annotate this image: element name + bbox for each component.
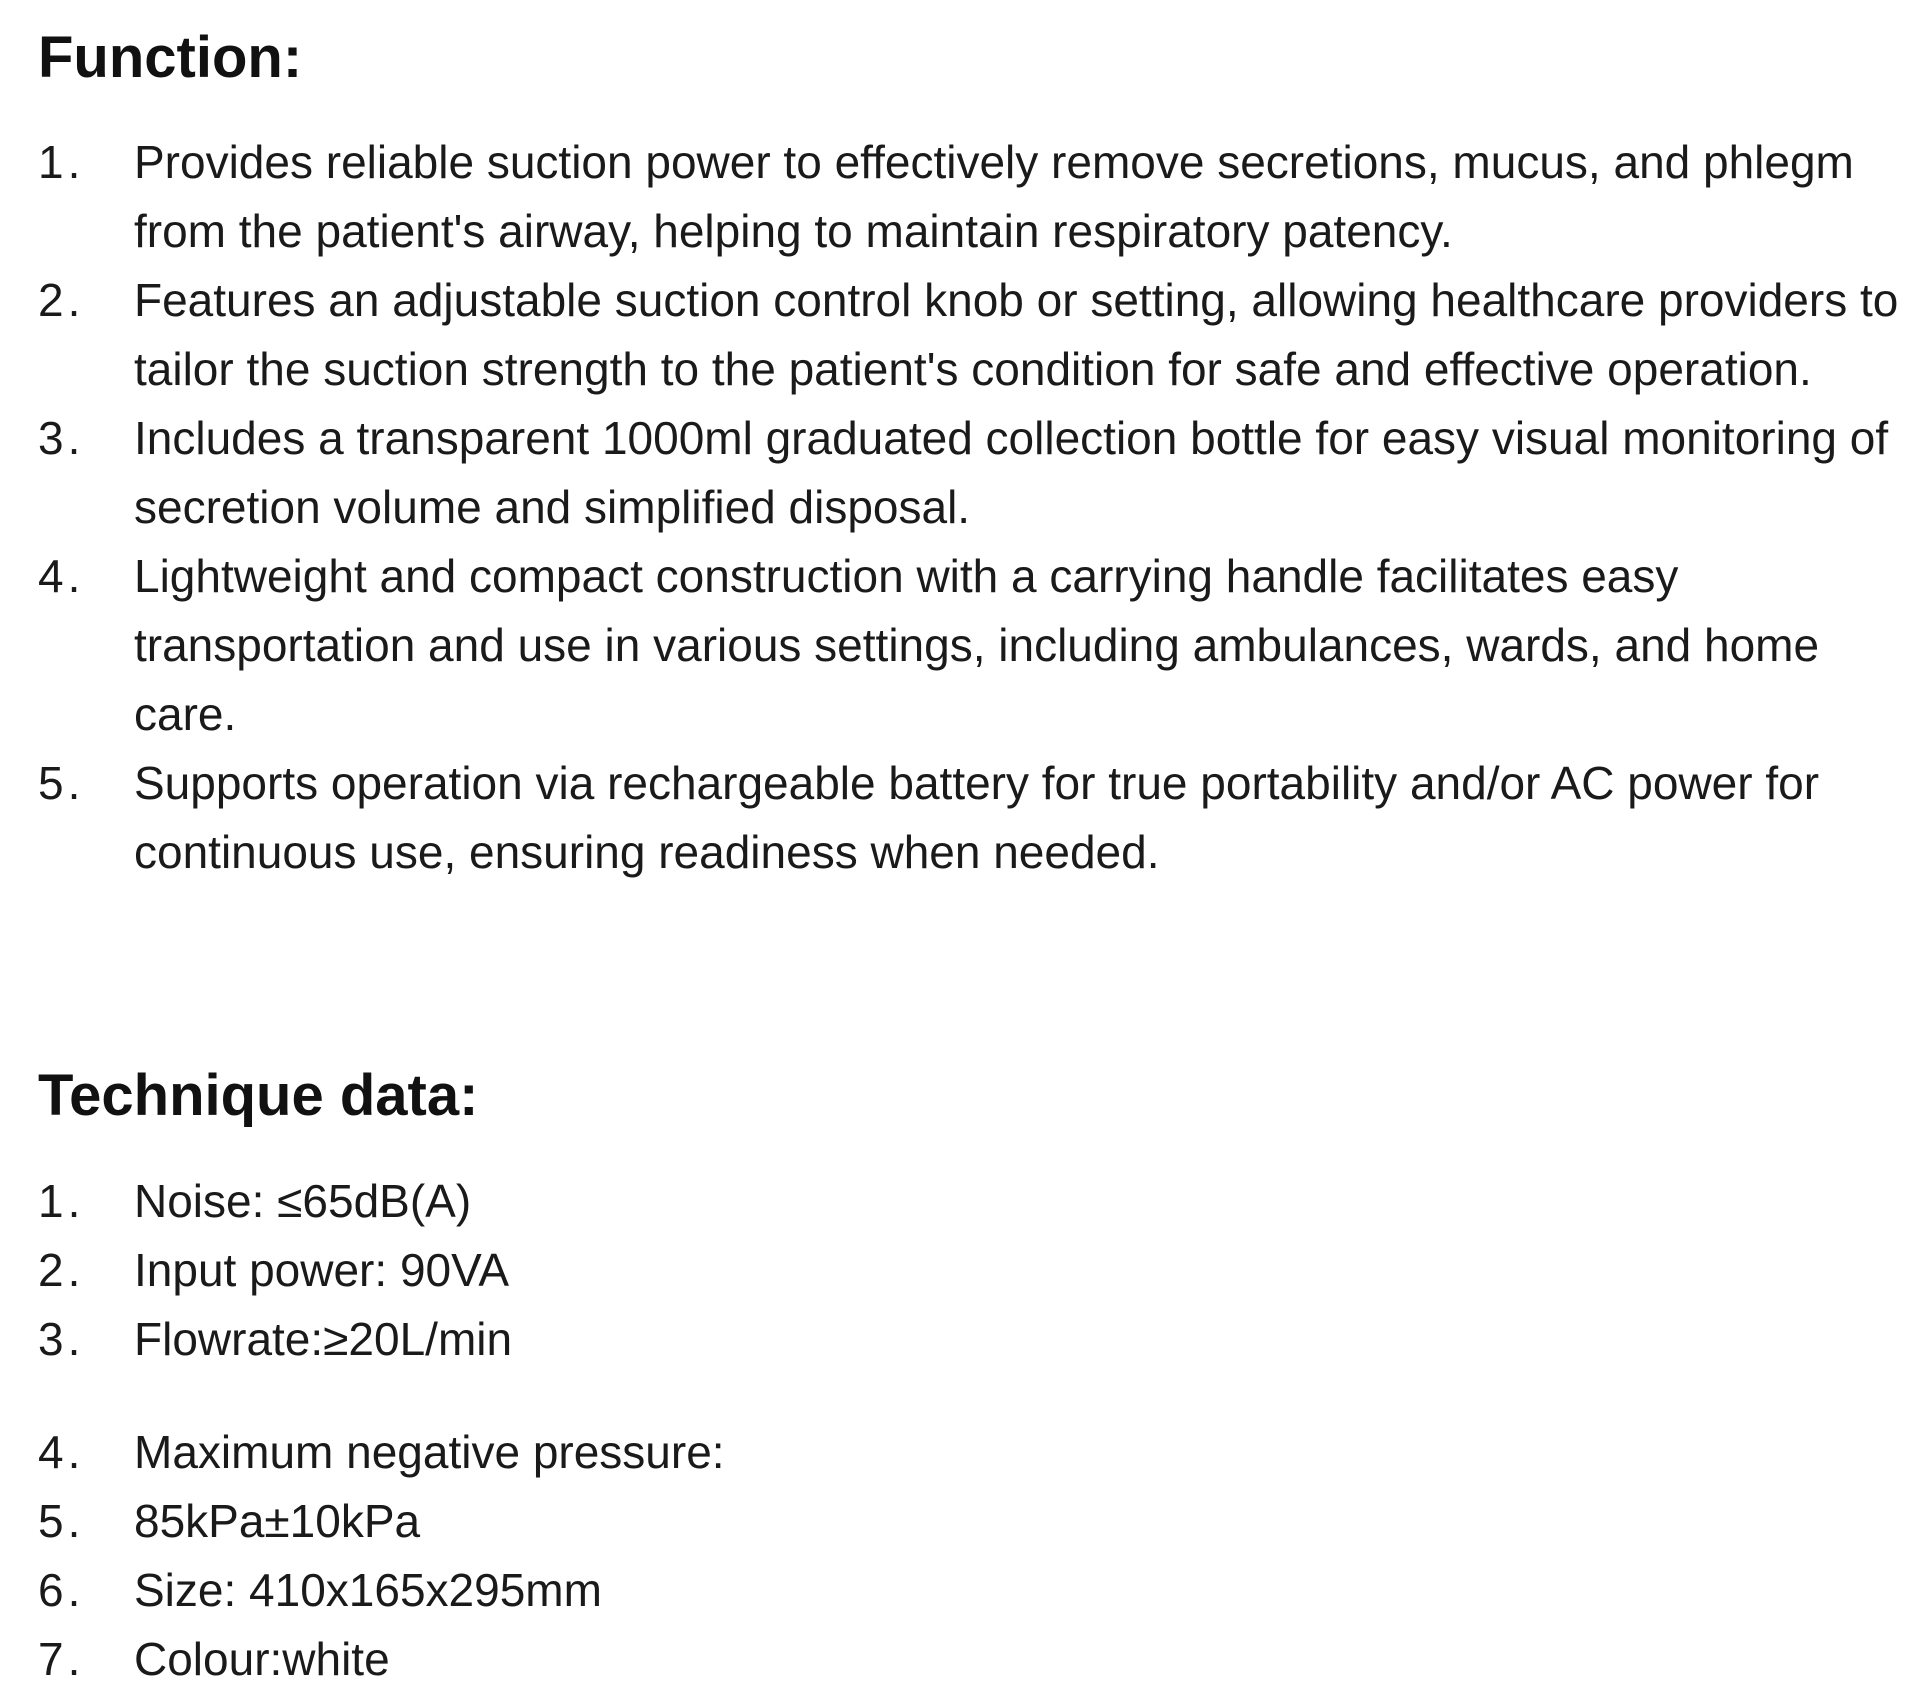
list-number: 1. (38, 1175, 85, 1227)
technique-list (0, 1167, 1900, 1374)
list-number: 2. (38, 274, 85, 326)
technique-item-text: Flowrate:≥20L/min (134, 1313, 513, 1365)
function-item-text: Lightweight and compact construction with a carrying handle facilitates easy transportation and use in various settings, including ambulances, wards, and home care. (134, 550, 1820, 740)
technique-item-6 (0, 1556, 1900, 1625)
function-item-text: Provides reliable suction power to effectively remove secretions, mucus, and phlegm from the patient's airway, helping to maintain respiratory patency. (134, 136, 1854, 257)
list-number: 3. (38, 412, 85, 464)
function-item-3 (0, 404, 1900, 542)
technique-item-5 (0, 1487, 1900, 1556)
technique-item-4 (0, 1418, 1900, 1487)
function-item-text: Supports operation via rechargeable battery for true portability and/or AC power for continuous use, ensuring readiness when needed. (134, 757, 1820, 878)
list-number: 7. (38, 1633, 85, 1685)
technique-list-continued (0, 1418, 1900, 1694)
technique-item-text: Size: 410x165x295mm (134, 1564, 602, 1616)
technique-item-2 (0, 1236, 1900, 1305)
technique-item-text: Colour:white (134, 1633, 390, 1685)
list-number: 1. (38, 136, 85, 188)
list-number: 5. (38, 1495, 85, 1547)
list-number: 3. (38, 1313, 85, 1365)
technique-heading: Technique data: (38, 1063, 479, 1128)
function-item-text: Includes a transparent 1000ml graduated collection bottle for easy visual monitoring of secretion volume and simplified disposal. (134, 412, 1889, 533)
technique-item-text: Input power: 90VA (134, 1244, 510, 1296)
technique-item-7 (0, 1625, 1900, 1694)
function-item-text: Features an adjustable suction control knob or setting, allowing healthcare providers to tailor the suction strength to the patient's condition for safe and effective operation. (134, 274, 1899, 395)
list-number: 2. (38, 1244, 85, 1296)
function-heading: Function: (38, 25, 303, 90)
function-list (0, 128, 1900, 887)
list-number: 5. (38, 757, 85, 809)
technique-item-text: 85kPa±10kPa (134, 1495, 421, 1547)
list-number: 4. (38, 1426, 85, 1478)
function-item-4 (0, 542, 1900, 749)
function-item-2 (0, 266, 1900, 404)
list-number: 4. (38, 550, 85, 602)
list-number: 6. (38, 1564, 85, 1616)
technique-item-text: Maximum negative pressure: (134, 1426, 725, 1478)
function-item-5 (0, 749, 1900, 887)
technique-item-3 (0, 1305, 1900, 1374)
technique-item-1 (0, 1167, 1900, 1236)
technique-item-text: Noise: ≤65dB(A) (134, 1175, 472, 1227)
function-item-1 (0, 128, 1900, 266)
